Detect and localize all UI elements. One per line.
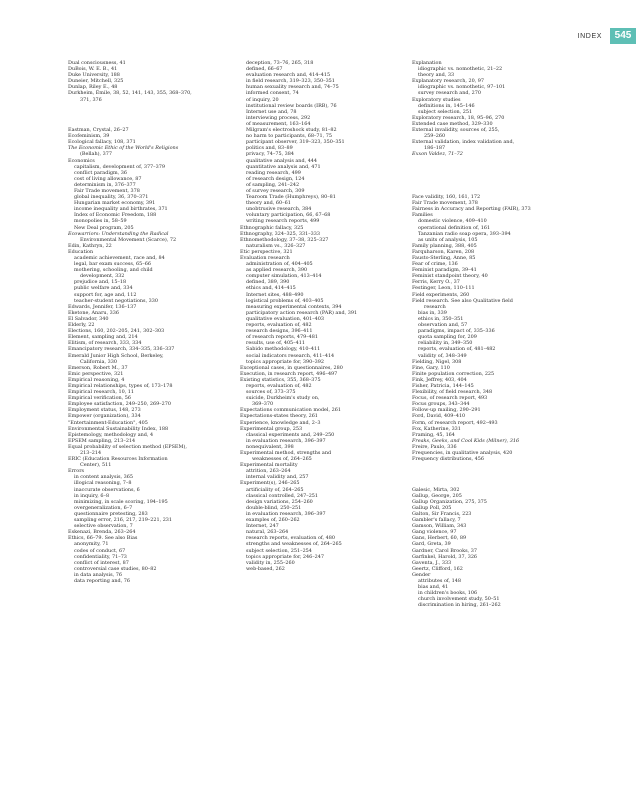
index-subentry: subject selection, 251 xyxy=(418,108,473,115)
index-entry: Equal probability of selection method (EPSEM), xyxy=(68,443,187,450)
index-subentry: defined, 389, 390 xyxy=(246,279,290,286)
index-entry: Experimental mortality xyxy=(240,462,298,469)
index-subentry: reports, evaluation of, 481–482 xyxy=(418,346,496,353)
index-entry: Ford, David, 409–410 xyxy=(412,413,466,420)
index-subentry: Tanzanian radio soap opera, 393–394 xyxy=(418,230,511,237)
index-subentry: 259–260 xyxy=(424,133,446,140)
index-subentry: minimizing, in scale scoring, 194–195 xyxy=(74,498,168,505)
index-subentry: inaccurate observations, 6 xyxy=(74,486,140,493)
index-entry: Eastman, Crystal, 26–27 xyxy=(68,127,129,134)
index-subentry: qualitative evaluation, 401–403 xyxy=(246,315,324,322)
index-entry: Gallup, George, 205 xyxy=(412,492,462,499)
index-entry: Fairness in Accuracy and Reporting (FAIR), 373 xyxy=(412,206,531,213)
index-subentry: 213–214 xyxy=(80,450,102,456)
index-subentry: theory and, 33 xyxy=(418,72,455,79)
index-entry: Exceptional cases, in questionnaires, 280 xyxy=(240,364,343,371)
index-subentry: bias and, 41 xyxy=(418,584,449,591)
index-entry: Explanation xyxy=(412,60,442,66)
index-entry: Feminist standpoint theory, 40 xyxy=(412,273,488,280)
index-subentry: prejudice and, 15–18 xyxy=(74,279,127,286)
index-entry: Empirical relationships, types of, 173–178 xyxy=(68,382,173,389)
index-entry: "Entertainment-Education", 405 xyxy=(68,419,148,426)
index-entry: Ethnomethodology, 37–38, 325–327 xyxy=(240,236,329,243)
index-subentry: Center), 511 xyxy=(80,462,112,469)
index-entry: Environmental Sustainability Index, 188 xyxy=(68,425,169,432)
index-entry: Experimental group, 253 xyxy=(240,425,303,432)
index-subentry: design variations, 254–260 xyxy=(246,498,313,505)
index-entry: Ethnography, 324–325, 331–333 xyxy=(240,230,321,237)
index-subentry: Internet use and, 78 xyxy=(246,108,297,115)
index-subentry: 186–187 xyxy=(424,145,446,152)
running-header-label: INDEX xyxy=(577,32,602,40)
index-subentry: privacy, 74–75, 384 xyxy=(246,151,295,158)
index-subentry: income inequality and birthrates, 371 xyxy=(74,206,168,213)
index-subentry: in inquiry, 6–8 xyxy=(74,492,110,499)
index-entry: Ethnographic fallacy, 325 xyxy=(240,224,304,231)
index-entry: Durkheim, Émile, 38, 52, 141, 143, 355, 368–370, xyxy=(68,90,192,97)
index-subentry: reading research, 499 xyxy=(246,169,301,176)
index-entry: Families xyxy=(412,212,433,219)
index-subentry: results, use of, 405–411 xyxy=(246,340,305,347)
index-subentry: of measurement, 163–164 xyxy=(246,120,311,127)
index-subentry: reports, evaluation of, 482 xyxy=(246,382,312,389)
index-subentry: questionnaire pretesting, 283 xyxy=(74,510,148,517)
index-subentry: global inequality, 36, 370–371 xyxy=(74,194,149,201)
index-subentry: bias in, 339 xyxy=(418,309,447,316)
index-subentry: in evaluation research, 396–397 xyxy=(246,437,326,444)
index-subentry: Internet sites, 488–490 xyxy=(246,291,304,298)
index-subentry: unobtrusive research, 384 xyxy=(246,206,312,213)
index-subentry: support for, age and, 112 xyxy=(74,291,137,298)
index-entry: Experience, knowledge and, 2–3 xyxy=(240,419,321,426)
index-entry: Galton, Sir Francis, 223 xyxy=(412,510,472,517)
index-entry: Gardner, Carol Brooks, 37 xyxy=(412,547,477,554)
index-entry: Follow-up mailing, 290–291 xyxy=(412,407,481,414)
index-entry: Family planning, 388, 405 xyxy=(412,242,477,249)
index-entry: Fausto-Sterling, Anne, 85 xyxy=(412,255,476,261)
index-subentry: writing research reports, 499 xyxy=(246,218,320,225)
index-subentry: subject selection, 251–254 xyxy=(246,547,312,554)
index-column-3 xyxy=(412,60,574,786)
index-column-1 xyxy=(68,60,230,786)
index-subentry: research reports, evaluation of, 480 xyxy=(246,535,335,542)
index-subentry: 369–370 xyxy=(252,401,274,408)
index-subentry: computer simulation, 413–414 xyxy=(246,273,322,280)
index-subentry: capitalism, development of, 377–379 xyxy=(74,163,165,170)
index-subentry: in field research, 319–323, 350–351 xyxy=(246,78,335,85)
index-subentry: Index of Economic Freedom, 188 xyxy=(74,212,157,219)
index-subentry: qualitative analysis and, 444 xyxy=(246,157,318,164)
index-entry: Focus groups, 343–344 xyxy=(412,401,470,408)
index-entry: Gender xyxy=(412,571,431,578)
index-subentry: ethics and, 414–415 xyxy=(246,285,296,292)
index-subentry: reports, evaluation of, 482 xyxy=(246,322,312,329)
index-entry: Elitism, of research, 333, 334 xyxy=(68,340,142,347)
index-entry: Emerson, Robert M., 37 xyxy=(68,364,128,371)
index-entry: Geertz, Clifford, 162 xyxy=(412,565,463,572)
index-subentry: suicide, Durkheim's study on, xyxy=(246,395,320,402)
index-entry: External validation, index validation and, xyxy=(412,139,515,146)
index-entry: Expectations communication model, 261 xyxy=(240,407,341,414)
index-subentry: legal, bar exam success, 65–66 xyxy=(74,261,151,268)
index-entry: Frequency distributions, 456 xyxy=(412,456,484,463)
page-number-badge: 545 xyxy=(610,28,636,44)
index-entry: Exxon Valdez, 71–72 xyxy=(412,151,463,158)
index-entry: Expectations-states theory, 261 xyxy=(240,413,318,420)
index-column-2 xyxy=(240,60,402,786)
index-entry: Feminist paradigm, 39–41 xyxy=(412,267,477,274)
index-subentry: conflict paradigm, 36 xyxy=(74,169,128,176)
index-entry: Emancipatory research, 334–335, 336–337 xyxy=(68,346,175,353)
index-entry: Fair Trade movement, 378 xyxy=(412,200,478,207)
index-subentry: public welfare and, 334 xyxy=(74,285,133,292)
index-entry: Field experiments, 260 xyxy=(412,291,470,298)
index-entry: Exploratory research, 18, 95–96, 270 xyxy=(412,114,505,121)
index-entry: Dual consciousness, 41 xyxy=(68,60,126,66)
index-subentry: politics and, 83–89 xyxy=(246,145,293,152)
index-entry: Festinger, Leon, 110–111 xyxy=(412,285,475,292)
index-subentry: attributes of, 148 xyxy=(418,577,461,584)
index-entry: El Salvador, 340 xyxy=(68,315,109,322)
index-entry: Empirical verification, 56 xyxy=(68,395,132,402)
index-entry: Ecofeminism, 39 xyxy=(68,133,110,140)
index-entry: ERIC (Education Resources Information xyxy=(68,456,168,463)
index-subentry: classical controlled, 247–251 xyxy=(246,492,319,499)
index-subentry: mothering, schooling, and child xyxy=(74,267,153,274)
index-entry: Emerald Junior High School, Berkeley, xyxy=(68,352,164,359)
index-entry: The Economic Ethic of the World's Religions xyxy=(68,145,179,152)
index-entry: Gamson, William, 343 xyxy=(412,523,467,530)
index-entry: Empower (organization), 334 xyxy=(68,413,141,420)
index-subentry: interviewing process, 292 xyxy=(246,114,311,121)
index-subentry: sampling error, 216, 217, 219–221, 231 xyxy=(74,517,173,524)
index-subentry: social indicators research, 411–414 xyxy=(246,352,335,359)
index-subentry: strengths and weaknesses of, 264–265 xyxy=(246,541,342,548)
index-entry: Fear of crime, 136 xyxy=(412,261,458,268)
index-entry: Economics xyxy=(68,157,95,164)
index-subentry: administration of, 404–405 xyxy=(246,261,313,268)
index-entry: Experimental method, strengths and xyxy=(240,450,332,456)
index-entry: Etic perspective, 321 xyxy=(240,248,293,255)
index-subentry: church involvement study, 50–51 xyxy=(418,596,500,603)
index-subentry: Internet, 247 xyxy=(246,523,279,530)
index-entry: Garfinkel, Harold, 37, 326 xyxy=(412,553,478,560)
index-subentry: in data analysis, 76 xyxy=(74,571,122,578)
index-subentry: quantitative analysis and, 471 xyxy=(246,163,321,170)
index-subentry: sources of, 373–375 xyxy=(246,389,296,396)
index-entry: Gang violence, 97 xyxy=(412,529,457,536)
index-entry: Employment status, 148, 273 xyxy=(68,407,141,414)
index-subentry: quota sampling for, 209 xyxy=(418,334,477,341)
index-columns xyxy=(68,60,574,786)
index-subentry: 371, 376 xyxy=(80,96,102,103)
index-subentry: data reporting and, 76 xyxy=(74,577,131,584)
index-subentry: human sexuality research and, 74–75 xyxy=(246,84,339,91)
index-subentry: web-based, 262 xyxy=(246,565,285,572)
index-entry: Gaventa, J., 333 xyxy=(412,559,452,566)
index-subentry: idiographic vs. nomothetic, 21–22 xyxy=(418,66,503,73)
index-subentry: participatory action research (PAR) and, 391 xyxy=(246,309,358,316)
index-subentry: operational definition of, 161 xyxy=(418,224,491,231)
index-subentry: cost of living allowance, 87 xyxy=(74,175,142,182)
index-entry: Emic perspective, 321 xyxy=(68,370,124,377)
index-subentry: evaluation research and, 414–415 xyxy=(246,72,331,79)
index-subentry: Environmental Movement (Scarce), 72 xyxy=(80,236,177,243)
index-subentry: idiographic vs. nomothetic, 97–101 xyxy=(418,84,506,91)
index-subentry: defined, 66–67 xyxy=(246,66,283,73)
index-subentry: Milgram's electroshock study, 81–82 xyxy=(246,127,337,134)
index-subentry: definitions in, 145–146 xyxy=(418,102,475,109)
index-entry: Gard, Greta, 39 xyxy=(412,541,451,548)
index-entry: Ecological fallacy, 108, 371 xyxy=(68,139,136,146)
index-entry: Farquharson, Karen, 208 xyxy=(412,248,475,255)
index-subentry: reliability in, 349–350 xyxy=(418,340,473,347)
index-entry: Execution, in research report, 496–497 xyxy=(240,370,338,377)
index-subentry: survey research and, 270 xyxy=(418,90,481,97)
index-entry: Fox, Katherine, 331 xyxy=(412,425,461,432)
index-subentry: internal validity and, 257 xyxy=(246,474,309,481)
index-subentry: theory and, 60–61 xyxy=(246,200,291,207)
index-entry: Gallup Poll, 205 xyxy=(412,504,452,511)
index-subentry: validity in, 255–260 xyxy=(246,559,295,566)
index-subentry: of research design, 124 xyxy=(246,175,305,182)
index-subentry: observation and, 57 xyxy=(418,322,468,329)
index-subentry: topics appropriate for, 390–392 xyxy=(246,358,325,365)
index-subentry: determinism in, 376–377 xyxy=(74,181,136,188)
index-subentry: validity of, 348–349 xyxy=(418,352,467,359)
index-subentry: of research reports, 479–481 xyxy=(246,334,318,341)
index-entry: Eketone, Anaru, 336 xyxy=(68,309,120,316)
index-subentry: classical experiments and, 249–250 xyxy=(246,431,335,438)
index-entry: Explanatory research, 20, 97 xyxy=(412,78,485,85)
index-subentry: artificiality of, 264–265 xyxy=(246,486,304,493)
index-entry: Employee satisfaction, 249–250, 269–270 xyxy=(68,401,171,408)
index-entry: Elderly, 22 xyxy=(68,322,95,329)
index-entry: Element, sampling and, 214 xyxy=(68,334,138,341)
index-subentry: as applied research, 390 xyxy=(246,267,308,274)
index-entry: Field research. See also Qualitative field xyxy=(412,297,513,304)
index-subentry: Sabido methodology, 410–411 xyxy=(246,346,321,353)
index-entry: Face validity, 160, 161, 172 xyxy=(412,194,481,201)
index-subentry: naturalism vs., 326–327 xyxy=(246,242,306,249)
index-entry: Ethics, 66–79. See also Bias xyxy=(68,535,138,542)
index-entry: Finite population correction, 225 xyxy=(412,370,495,377)
index-subentry: of inquiry, 20 xyxy=(246,96,279,103)
index-entry: DuBois, W. E. B., 41 xyxy=(68,66,118,73)
index-entry: Eskenazi, Brenda, 263–264 xyxy=(68,529,136,536)
index-subentry: Hungarian market economy, 391 xyxy=(74,200,156,207)
index-subentry: discrimination in hiring, 261–262 xyxy=(418,602,501,609)
index-entry: Focus, of research report, 493 xyxy=(412,395,488,402)
index-entry: Flexibility, of field research, 348 xyxy=(412,389,493,396)
index-subentry: selective observation, 7 xyxy=(74,523,133,530)
index-entry: Existing statistics, 355, 368–375 xyxy=(240,376,321,383)
index-subentry: of survey research, 309 xyxy=(246,187,305,194)
index-entry: Evaluation research xyxy=(240,255,290,261)
index-subentry: codes of conduct, 67 xyxy=(74,547,126,554)
index-subentry: New Deal program, 205 xyxy=(74,224,134,231)
index-subentry: deception, 73–76, 265, 318 xyxy=(246,60,314,66)
index-entry: Fine, Gary, 110 xyxy=(412,364,450,371)
index-subentry: ethics in, 350–351 xyxy=(418,315,464,322)
index-subentry: controversial case studies, 80–82 xyxy=(74,565,157,572)
index-subentry: examples of, 260–262 xyxy=(246,517,300,524)
index-entry: Extended case method, 329–330 xyxy=(412,120,493,127)
index-entry: Fink, Jeffrey, 403, 404 xyxy=(412,376,467,383)
index-subentry: logistical problems of, 403–405 xyxy=(246,297,324,304)
index-subentry: double-blind, 250–251 xyxy=(246,504,302,511)
index-subentry: informed consent, 74 xyxy=(246,90,299,97)
index-entry: Freaks, Geeks, and Cool Kids (Milner), 316 xyxy=(412,437,520,444)
index-entry: Gallup Organization, 275, 375 xyxy=(412,498,487,505)
index-entry: Duke University, 188 xyxy=(68,72,120,79)
index-subentry: California, 330 xyxy=(80,358,117,365)
index-subentry: natural, 263–264 xyxy=(246,529,289,536)
index-entry: Duneier, Mitchell, 325 xyxy=(68,78,124,85)
index-entry: Frequencies, in qualitative analysis, 420 xyxy=(412,450,513,456)
index-subentry: Fair Trade movement, 378 xyxy=(74,187,140,194)
index-subentry: illogical reasoning, 7–8 xyxy=(74,480,132,487)
index-subentry: research designs, 396–411 xyxy=(246,328,313,335)
index-entry: Fisher, Patricia, 144–145 xyxy=(412,382,474,389)
index-entry: Gambler's fallacy, 7 xyxy=(412,517,461,524)
index-subentry: of sampling, 241–242 xyxy=(246,181,300,188)
index-entry: Elections, 160, 202–205, 241, 302–303 xyxy=(68,328,165,335)
index-subentry: institutional review boards (IRB), 76 xyxy=(246,102,337,109)
index-entry: Ecowarriors: Understanding the Radical xyxy=(68,230,169,237)
index-entry: Form, of research report, 492–493 xyxy=(412,419,498,426)
index-subentry: monopolies in, 58–59 xyxy=(74,218,127,225)
index-subentry: teacher-student negotiations, 330 xyxy=(74,297,159,304)
index-entry: Empirical research, 10, 11 xyxy=(68,389,135,396)
index-subentry: no harm to participants, 68–71, 75 xyxy=(246,133,332,140)
index-subentry: Tearoom Trade (Humphreys), 80–81 xyxy=(246,194,336,201)
index-entry: Edin, Kathryn, 22 xyxy=(68,242,112,249)
index-entry: Edwards, Jennifer, 136–137 xyxy=(68,303,137,310)
index-subentry: overgeneralization, 6–7 xyxy=(74,504,133,511)
index-subentry: paradigms, impact of, 335–336 xyxy=(418,328,495,335)
index-entry: Freire, Paulo, 336 xyxy=(412,443,457,450)
index-subentry: confidentiality, 71–73 xyxy=(74,553,127,560)
index-entry: Education xyxy=(68,248,94,255)
index-subentry: (Bellah), 377 xyxy=(80,151,112,158)
index-entry: Empirical reasoning, 4 xyxy=(68,376,125,383)
index-entry: Gans, Herbert, 60, 89 xyxy=(412,535,467,542)
index-entry: Framing, 45, 164 xyxy=(412,431,455,438)
index-subentry: research xyxy=(424,303,446,310)
index-entry: Fielding, Nigel, 308 xyxy=(412,358,462,365)
index-subentry: in content analysis, 365 xyxy=(74,474,133,481)
index-subentry: measuring experimental contexts, 394 xyxy=(246,303,342,310)
index-subentry: in children's books, 106 xyxy=(418,590,478,597)
index-entry: Dunlap, Riley E., 48 xyxy=(68,84,118,91)
index-entry: Exploratory studies xyxy=(412,96,461,103)
running-header xyxy=(578,28,636,44)
index-subentry: domestic violence, 409–410 xyxy=(418,218,487,225)
index-subentry: weaknesses of, 264–265 xyxy=(252,456,312,463)
index-subentry: voluntary participation, 66, 67–68 xyxy=(246,212,331,219)
index-entry: External invalidity, sources of, 255, xyxy=(412,127,500,134)
index-subentry: in evaluation research, 396–397 xyxy=(246,510,326,517)
index-subentry: participant observer, 319–323, 350–351 xyxy=(246,139,345,146)
index-subentry: development, 332 xyxy=(80,273,125,280)
index-entry: EPSEM sampling, 213–214 xyxy=(68,437,136,444)
index-entry: Galesic, Mirta, 302 xyxy=(412,486,460,493)
index-subentry: conflict of interest, 87 xyxy=(74,559,129,566)
index-subentry: as units of analysis, 105 xyxy=(418,236,478,243)
index-entry: Epistemology, methodology and, 4 xyxy=(68,431,154,438)
index-subentry: attrition, 263–264 xyxy=(246,468,291,475)
index-subentry: topics appropriate for, 246–247 xyxy=(246,553,325,560)
index-entry: Experiment(s), 246–265 xyxy=(240,480,300,487)
index-subentry: nonequivalent, 398 xyxy=(246,443,294,450)
index-entry: Ferris, Kerry O., 37 xyxy=(412,279,460,286)
index-subentry: academic achievement, race and, 84 xyxy=(74,255,165,261)
index-subentry: anonymity, 71 xyxy=(74,541,109,548)
index-entry: Errors xyxy=(68,468,85,475)
